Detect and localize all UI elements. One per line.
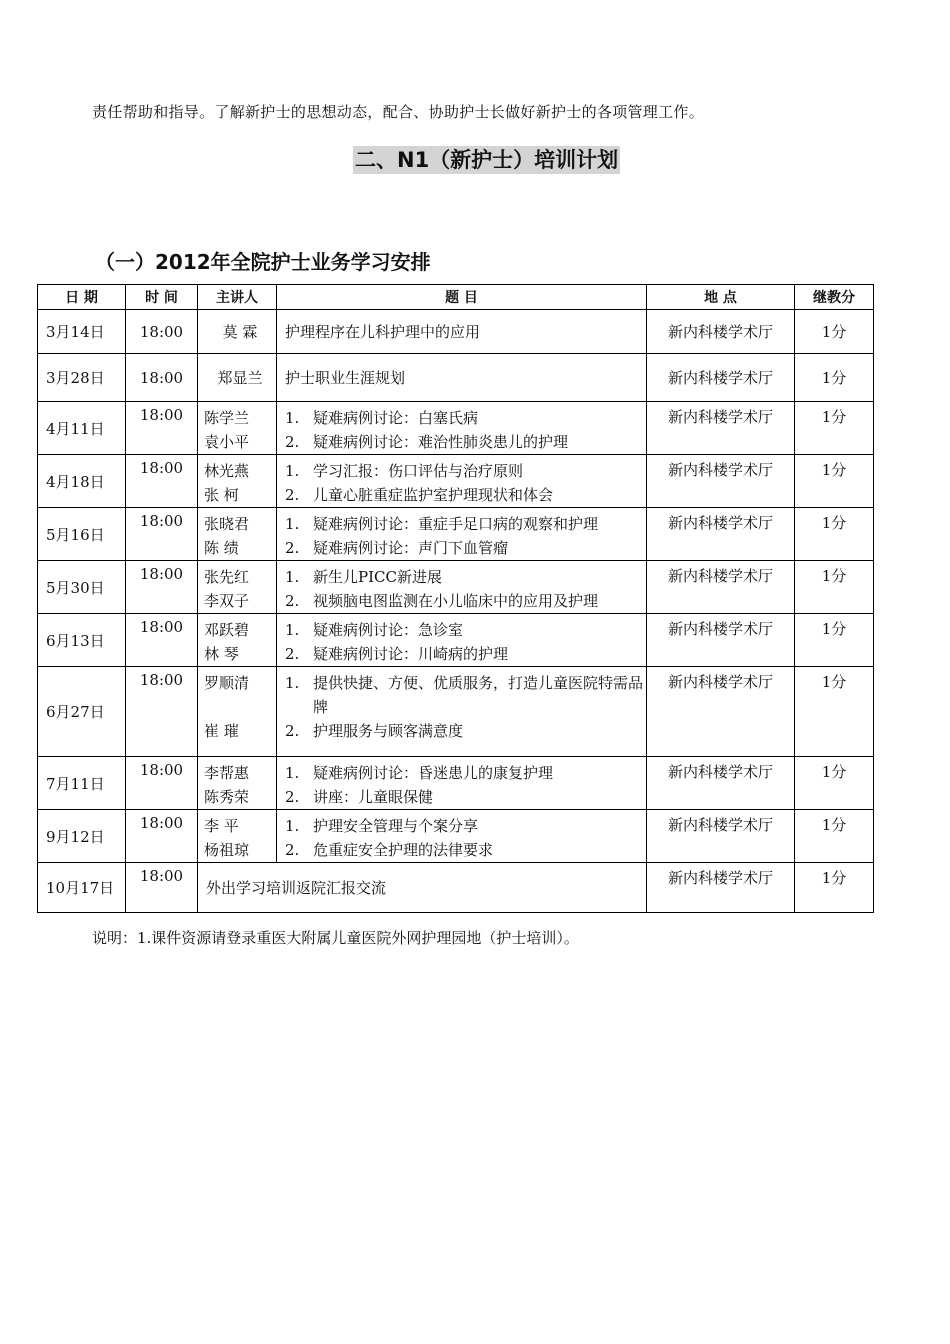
cell-date: 4月11日 bbox=[38, 402, 126, 455]
topic-text: 疑难病例讨论：川崎病的护理 bbox=[313, 645, 509, 663]
topic-text: 疑难病例讨论：重症手足口病的观察和护理 bbox=[313, 515, 599, 533]
cell-speaker bbox=[198, 455, 277, 508]
topic-text: 危重症安全护理的法律要求 bbox=[313, 841, 494, 859]
cell-speaker bbox=[198, 310, 277, 354]
cell-time: 18:00 bbox=[126, 455, 198, 508]
cell-date: 4月18日 bbox=[38, 455, 126, 508]
topic-item bbox=[285, 671, 646, 719]
topic-text: 视频脑电图监测在小儿临床中的应用及护理 bbox=[313, 592, 599, 610]
header-credit: 继教分 bbox=[795, 285, 874, 310]
topic-item bbox=[285, 814, 646, 838]
table-row bbox=[38, 402, 874, 455]
topic-text: 疑难病例讨论：急诊室 bbox=[313, 621, 464, 639]
cell-speaker bbox=[198, 561, 277, 614]
cell-time: 18:00 bbox=[126, 863, 198, 913]
intro-paragraph: 责任帮助和指导。了解新护士的思想动态，配合、协助护士长做好新护士的各项管理工作。 bbox=[92, 103, 705, 121]
cell-credit: 1分 bbox=[795, 810, 874, 863]
cell-date: 9月12日 bbox=[38, 810, 126, 863]
table-row bbox=[38, 354, 874, 402]
cell-topic bbox=[277, 614, 647, 667]
cell-topic bbox=[277, 810, 647, 863]
table-row bbox=[38, 667, 874, 757]
cell-time: 18:00 bbox=[126, 508, 198, 561]
table-row bbox=[38, 310, 874, 354]
topic-item bbox=[285, 642, 646, 666]
cell-place: 新内科楼学术厅 bbox=[647, 863, 795, 913]
table-row bbox=[38, 508, 874, 561]
topic-number: 1. bbox=[285, 817, 300, 835]
topic-item bbox=[285, 761, 646, 785]
cell-speaker bbox=[198, 614, 277, 667]
topic-number: 1. bbox=[285, 515, 300, 533]
speaker-name: 林光燕 bbox=[204, 462, 250, 480]
cell-time: 18:00 bbox=[126, 561, 198, 614]
cell-place: 新内科楼学术厅 bbox=[647, 810, 795, 863]
cell-place: 新内科楼学术厅 bbox=[647, 402, 795, 455]
topic-item bbox=[285, 512, 646, 536]
speaker-name: 李 平 bbox=[204, 817, 239, 835]
speaker-name: 陈学兰 bbox=[204, 409, 250, 427]
speaker-name: 杨祖琼 bbox=[204, 841, 250, 859]
topic-number: 2. bbox=[285, 645, 300, 663]
cell-topic bbox=[277, 310, 647, 354]
topic-number: 2. bbox=[285, 722, 300, 740]
cell-speaker bbox=[198, 402, 277, 455]
topic-text: 护士职业生涯规划 bbox=[285, 368, 406, 387]
section-title: 二、N1（新护士）培训计划 bbox=[355, 148, 619, 172]
header-speaker: 主讲人 bbox=[198, 285, 277, 310]
speaker-name: 李帮惠 bbox=[204, 764, 250, 782]
speaker-name: 莫 霖 bbox=[222, 322, 258, 341]
cell-place: 新内科楼学术厅 bbox=[647, 310, 795, 354]
cell-date: 3月14日 bbox=[38, 310, 126, 354]
topic-text: 护理程序在儿科护理中的应用 bbox=[285, 322, 481, 341]
table-header-row bbox=[38, 285, 874, 310]
table-row bbox=[38, 810, 874, 863]
cell-time: 18:00 bbox=[126, 310, 198, 354]
cell-place: 新内科楼学术厅 bbox=[647, 508, 795, 561]
cell-speaker bbox=[198, 354, 277, 402]
schedule-table bbox=[37, 284, 874, 913]
speaker-name: 邓跃碧 bbox=[204, 621, 250, 639]
topic-text: 护理安全管理与个案分享 bbox=[313, 817, 479, 835]
cell-topic bbox=[277, 508, 647, 561]
table-row bbox=[38, 757, 874, 810]
topic-item bbox=[285, 459, 646, 483]
cell-time: 18:00 bbox=[126, 667, 198, 757]
topic-number: 1. bbox=[285, 568, 300, 586]
topic-text: 疑难病例讨论：昏迷患儿的康复护理 bbox=[313, 764, 554, 782]
speaker-name: 李双子 bbox=[204, 592, 250, 610]
cell-topic bbox=[277, 455, 647, 508]
cell-date: 3月28日 bbox=[38, 354, 126, 402]
cell-speaker bbox=[198, 667, 277, 757]
topic-number: 2. bbox=[285, 433, 300, 451]
cell-place: 新内科楼学术厅 bbox=[647, 561, 795, 614]
cell-credit: 1分 bbox=[795, 561, 874, 614]
table-row bbox=[38, 863, 874, 913]
cell-topic bbox=[277, 354, 647, 402]
cell-credit: 1分 bbox=[795, 310, 874, 354]
topic-number: 1. bbox=[285, 764, 300, 782]
cell-credit: 1分 bbox=[795, 402, 874, 455]
table-row bbox=[38, 455, 874, 508]
topic-number: 1. bbox=[285, 409, 300, 427]
speaker-name: 袁小平 bbox=[204, 433, 250, 451]
topic-text: 新生儿PICC新进展 bbox=[313, 568, 442, 586]
topic-item bbox=[285, 366, 646, 390]
topic-item bbox=[285, 785, 646, 809]
topic-text: 讲座：儿童眼保健 bbox=[313, 788, 434, 806]
header-place: 地 点 bbox=[647, 285, 795, 310]
cell-credit: 1分 bbox=[795, 354, 874, 402]
cell-date: 10月17日 bbox=[38, 863, 126, 913]
speaker-name: 陈秀荣 bbox=[204, 788, 250, 806]
cell-place: 新内科楼学术厅 bbox=[647, 455, 795, 508]
topic-text: 儿童心脏重症监护室护理现状和体会 bbox=[313, 486, 554, 504]
cell-place: 新内科楼学术厅 bbox=[647, 667, 795, 757]
cell-credit: 1分 bbox=[795, 667, 874, 757]
speaker-name: 崔 璀 bbox=[204, 722, 239, 740]
speaker-name: 张先红 bbox=[204, 568, 250, 586]
topic-number: 1. bbox=[285, 462, 300, 480]
topic-item bbox=[285, 589, 646, 613]
table-row bbox=[38, 561, 874, 614]
cell-speaker bbox=[198, 757, 277, 810]
footnote: 说明：1.课件资源请登录重医大附属儿童医院外网护理园地（护士培训）。 bbox=[92, 929, 579, 947]
cell-time: 18:00 bbox=[126, 614, 198, 667]
topic-text: 学习汇报：伤口评估与治疗原则 bbox=[313, 462, 524, 480]
topic-number: 2. bbox=[285, 841, 300, 859]
schedule-body bbox=[38, 310, 874, 913]
cell-speaker bbox=[198, 508, 277, 561]
cell-date: 6月13日 bbox=[38, 614, 126, 667]
cell-credit: 1分 bbox=[795, 757, 874, 810]
topic-text: 疑难病例讨论：难治性肺炎患儿的护理 bbox=[313, 433, 569, 451]
topic-item bbox=[285, 536, 646, 560]
speaker-name: 罗顺清 bbox=[204, 674, 250, 692]
sub-title: （一）2012年全院护士业务学习安排 bbox=[95, 250, 431, 274]
speaker-name: 林 琴 bbox=[204, 645, 239, 663]
cell-topic bbox=[277, 667, 647, 757]
cell-credit: 1分 bbox=[795, 455, 874, 508]
cell-topic bbox=[277, 561, 647, 614]
cell-place: 新内科楼学术厅 bbox=[647, 354, 795, 402]
header-date: 日 期 bbox=[38, 285, 126, 310]
topic-number: 2. bbox=[285, 788, 300, 806]
header-topic: 题 目 bbox=[277, 285, 647, 310]
cell-time: 18:00 bbox=[126, 402, 198, 455]
cell-credit: 1分 bbox=[795, 508, 874, 561]
speaker-name: 张晓君 bbox=[204, 515, 250, 533]
topic-item bbox=[285, 483, 646, 507]
cell-date: 5月16日 bbox=[38, 508, 126, 561]
topic-item bbox=[285, 719, 646, 743]
cell-topic bbox=[277, 402, 647, 455]
speaker-name: 陈 绩 bbox=[204, 539, 239, 557]
cell-date: 6月27日 bbox=[38, 667, 126, 757]
cell-time: 18:00 bbox=[126, 354, 198, 402]
cell-place: 新内科楼学术厅 bbox=[647, 614, 795, 667]
topic-number: 1. bbox=[285, 621, 300, 639]
topic-item bbox=[285, 838, 646, 862]
cell-place: 新内科楼学术厅 bbox=[647, 757, 795, 810]
topic-number: 2. bbox=[285, 539, 300, 557]
cell-date: 7月11日 bbox=[38, 757, 126, 810]
cell-time: 18:00 bbox=[126, 757, 198, 810]
speaker-name bbox=[204, 695, 276, 719]
topic-item bbox=[285, 430, 646, 454]
topic-text: 护理服务与顾客满意度 bbox=[313, 722, 464, 740]
topic-text: 疑难病例讨论：白塞氏病 bbox=[313, 409, 479, 427]
cell-credit: 1分 bbox=[795, 614, 874, 667]
cell-credit: 1分 bbox=[795, 863, 874, 913]
cell-date: 5月30日 bbox=[38, 561, 126, 614]
table-row bbox=[38, 614, 874, 667]
topic-text: 提供快捷、方便、优质服务，打造儿童医院特需品牌 bbox=[313, 674, 644, 716]
topic-text: 疑难病例讨论：声门下血管瘤 bbox=[313, 539, 509, 557]
topic-number: 2. bbox=[285, 486, 300, 504]
topic-item bbox=[285, 565, 646, 589]
topic-item bbox=[285, 320, 646, 344]
header-time: 时 间 bbox=[126, 285, 198, 310]
speaker-name: 张 柯 bbox=[204, 486, 239, 504]
cell-speaker bbox=[198, 810, 277, 863]
cell-topic-merged: 外出学习培训返院汇报交流 bbox=[198, 863, 647, 913]
topic-number: 2. bbox=[285, 592, 300, 610]
topic-item bbox=[285, 618, 646, 642]
speaker-name: 郑显兰 bbox=[217, 368, 263, 387]
cell-topic bbox=[277, 757, 647, 810]
topic-number: 1. bbox=[285, 674, 300, 692]
topic-item bbox=[285, 406, 646, 430]
cell-time: 18:00 bbox=[126, 810, 198, 863]
